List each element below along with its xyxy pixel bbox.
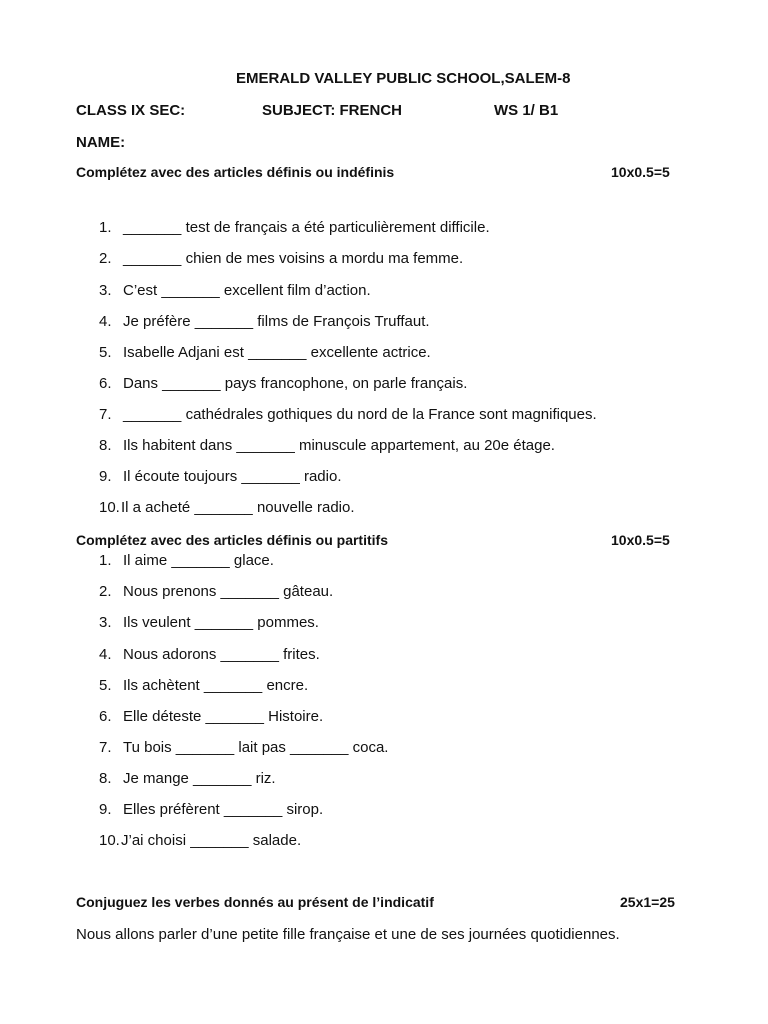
section2-item: 10.J’ai choisi _______ salade. xyxy=(99,832,302,849)
section1-item: 2. _______ chien de mes voisins a mordu ma femme. xyxy=(99,250,464,267)
section1-item: 10.Il a acheté _______ nouvelle radio. xyxy=(99,499,355,516)
section1-item: 4. Je préfère _______ films de François Truffaut. xyxy=(99,313,430,330)
section1-item: 6. Dans _______ pays francophone, on parle français. xyxy=(99,375,468,392)
section3-marks: 25x1=25 xyxy=(620,894,675,910)
section1-item: 3. C’est _______ excellent film d’action. xyxy=(99,282,371,299)
section2-item: 7. Tu bois _______ lait pas _______ coca. xyxy=(99,739,389,756)
section1-marks: 10x0.5=5 xyxy=(611,164,670,180)
school-title: EMERALD VALLEY PUBLIC SCHOOL,SALEM-8 xyxy=(236,70,571,87)
section2-marks: 10x0.5=5 xyxy=(611,532,670,548)
section1-item: 7. _______ cathédrales gothiques du nord de la France sont magnifiques. xyxy=(99,406,597,423)
section2-item: 6. Elle déteste _______ Histoire. xyxy=(99,708,324,725)
section2-item: 5. Ils achètent _______ encre. xyxy=(99,677,309,694)
section1-item: 5. Isabelle Adjani est _______ excellente actrice. xyxy=(99,344,431,361)
section3-instruction: Conjuguez les verbes donnés au présent de l’indicatif xyxy=(76,894,434,910)
section1-item: 1. _______ test de français a été particulièrement difficile. xyxy=(99,219,490,236)
subject-label: SUBJECT: FRENCH xyxy=(262,102,403,119)
section2-item: 8. Je mange _______ riz. xyxy=(99,770,276,787)
section2-item: 1. Il aime _______ glace. xyxy=(99,552,274,569)
name-label: NAME: xyxy=(76,134,126,151)
section1-instruction: Complétez avec des articles définis ou indéfinis xyxy=(76,164,395,180)
section2-item: 9. Elles préfèrent _______ sirop. xyxy=(99,801,324,818)
section2-item: 3. Ils veulent _______ pommes. xyxy=(99,614,319,631)
section2-instruction: Complétez avec des articles définis ou partitifs xyxy=(76,532,388,548)
section2-item: 2. Nous prenons _______ gâteau. xyxy=(99,583,334,600)
class-label: CLASS IX SEC: xyxy=(76,102,186,119)
section1-item: 9. Il écoute toujours _______ radio. xyxy=(99,468,342,485)
section2-item: 4. Nous adorons _______ frites. xyxy=(99,646,320,663)
section3-paragraph: Nous allons parler d’une petite fille française et une de ses journées quotidiennes. xyxy=(76,926,620,943)
section1-item: 8. Ils habitent dans _______ minuscule appartement, au 20e étage. xyxy=(99,437,555,454)
worksheet-code: WS 1/ B1 xyxy=(494,102,559,119)
